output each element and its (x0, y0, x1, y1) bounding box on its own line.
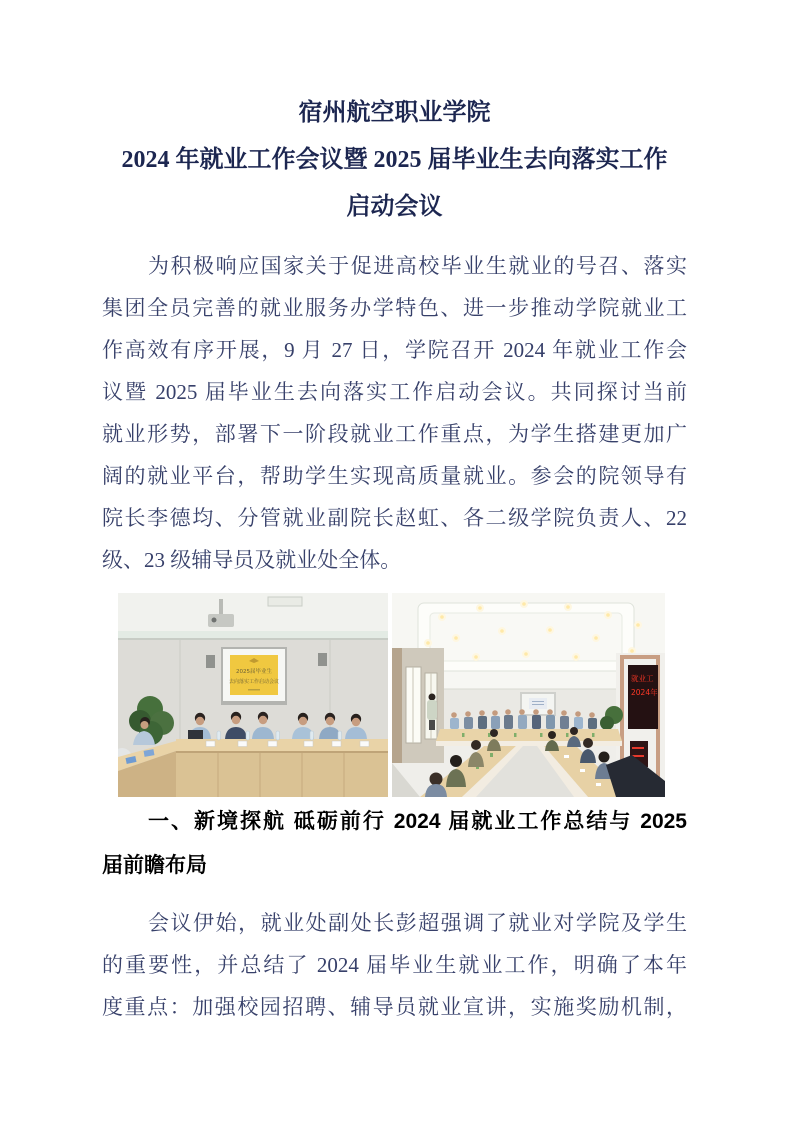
projection-screen (221, 647, 287, 705)
far-table (436, 729, 622, 746)
heading-line-2: 届前瞻布局 (102, 854, 207, 877)
intro-line-5: 就业形势，部署下一阶段就业工作重点，为学生搭建更加广 (102, 422, 687, 446)
meeting-photos (118, 593, 665, 797)
led-text-line-2: 2024年 (631, 688, 658, 697)
slide-title-line-2: 去向落实工作启动会议 (228, 679, 280, 685)
intro-line-2: 集团全员完善的就业服务办学特色、进一步推动学院就业工 (102, 296, 687, 320)
led-text-line-1: 就业工 (631, 674, 654, 683)
intro-line-7: 院长李德均、分管就业副院长赵虹、各二级学院负责人、22 (102, 506, 687, 530)
title-line-3: 启动会议 (346, 194, 443, 220)
document-title (102, 90, 687, 231)
intro-line-8: 级、23 级辅导员及就业处全体。 (102, 548, 402, 572)
paragraph-intro (102, 245, 687, 581)
intro-line-3: 作高效有序开展，9 月 27 日，学院召开 2024 年就业工作会 (102, 338, 687, 362)
body-line-3: 度重点：加强校园招聘、辅导员就业宣讲，实施奖励机制， (102, 995, 687, 1019)
ceiling-vent (268, 597, 302, 606)
meeting-photo-left (118, 593, 388, 797)
title-line-1: 宿州航空职业学院 (298, 100, 491, 126)
laptop (188, 730, 203, 739)
slide-title-line-1: 2025届毕业生 (236, 669, 272, 675)
body-line-2: 的重要性，并总结了 2024 届毕业生就业工作，明确了本年 (102, 953, 687, 977)
conference-table-main (176, 739, 388, 797)
paragraph-body (102, 902, 687, 1028)
curtain (392, 648, 402, 763)
ceiling (118, 593, 388, 640)
intro-line-1: 为积极响应国家关于促进高校毕业生就业的号召、落实 (148, 254, 687, 278)
section-heading (102, 800, 687, 888)
intro-line-6: 阔的就业平台，帮助学生实现高质量就业。参会的院领导有 (102, 464, 687, 488)
title-line-2: 2024 年就业工作会议暨 2025 届毕业生去向落实工作 (121, 147, 668, 173)
intro-line-4: 议暨 2025 届毕业生去向落实工作启动会议。共同探讨当前 (102, 380, 687, 404)
body-line-1: 会议伊始，就业处副处长彭超强调了就业对学院及学生 (148, 911, 687, 935)
meeting-photo-right (392, 593, 665, 797)
heading-line-1: 一、新境探航 砥砺前行 2024 届就业工作总结与 2025 (148, 810, 687, 833)
